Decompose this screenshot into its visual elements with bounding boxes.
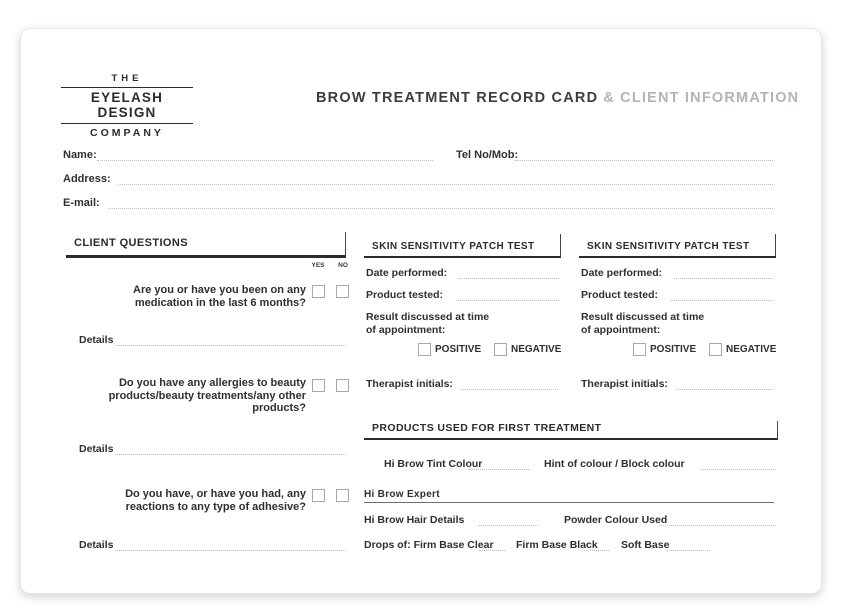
name-input-line[interactable] — [97, 143, 433, 161]
patch-a-result-label — [366, 311, 489, 337]
q1-no-checkbox[interactable] — [336, 285, 349, 298]
client-questions-header: CLIENT QUESTIONS — [66, 232, 346, 258]
details-2-label: Details — [79, 443, 114, 455]
hair-details-line[interactable] — [479, 508, 538, 526]
q3-no-checkbox[interactable] — [336, 489, 349, 502]
patch-a-therapist-line[interactable] — [461, 372, 558, 390]
patch-b-result-label — [581, 311, 704, 337]
patch-a-date-line[interactable] — [459, 261, 559, 279]
products-header: PRODUCTS USED FOR FIRST TREATMENT — [364, 421, 778, 440]
firm-base-black-line[interactable] — [584, 533, 609, 551]
title-subtitle: & CLIENT INFORMATION — [603, 90, 800, 106]
question-2-text: Do you have any allergies to beauty products/beauty treatments/any other products? — [108, 377, 306, 414]
tel-label: Tel No/Mob: — [456, 149, 519, 161]
tel-input-line[interactable] — [515, 143, 773, 161]
logo-line-the: THE — [61, 73, 193, 88]
name-label: Name: — [63, 149, 97, 161]
question-1-text: Are you or have you been on any medication in the last 6 months? — [133, 284, 306, 309]
hint-colour-line[interactable] — [701, 452, 776, 470]
logo-line-company: COMPANY — [90, 127, 164, 139]
details-1-label: Details — [79, 334, 114, 346]
hint-colour-label: Hint of colour / Block colour — [544, 458, 685, 470]
patch-a-positive-checkbox[interactable] — [418, 343, 431, 356]
patch-a-negative-checkbox[interactable] — [494, 343, 507, 356]
patch-b-product-label: Product tested: — [581, 289, 659, 301]
question-3-text: Do you have, or have you had, any reactions to any type of adhesive? — [125, 488, 306, 513]
patch-b-positive-checkbox[interactable] — [633, 343, 646, 356]
drops-firm-base-clear-line[interactable] — [479, 533, 505, 551]
patch-a-product-label: Product tested: — [366, 289, 444, 301]
patch-b-result-line1: Result discussed at time — [581, 311, 705, 323]
patch-a-result-line1: Result discussed at time — [366, 311, 490, 323]
q2-no-checkbox[interactable] — [336, 379, 349, 392]
patch-a-negative-label: NEGATIVE — [511, 344, 562, 355]
patch-b-product-line[interactable] — [671, 283, 773, 301]
details-2-input-line[interactable] — [115, 437, 346, 455]
patch-b-date-label: Date performed: — [581, 267, 663, 279]
patch-b-negative-label: NEGATIVE — [726, 344, 777, 355]
email-input-line[interactable] — [108, 191, 773, 209]
powder-colour-label: Powder Colour Used — [564, 514, 668, 526]
soft-base-label: Soft Base — [621, 539, 670, 551]
patch-b-negative-checkbox[interactable] — [709, 343, 722, 356]
patch-b-date-line[interactable] — [674, 261, 773, 279]
patch-a-positive-label: POSITIVE — [435, 344, 482, 355]
details-1-input-line[interactable] — [115, 328, 346, 346]
hair-details-label: Hi Brow Hair Details — [364, 514, 465, 526]
title-main: BROW TREATMENT RECORD CARD — [316, 90, 599, 106]
patch-a-date-label: Date performed: — [366, 267, 448, 279]
patch-a-result-line2: of appointment: — [366, 324, 446, 336]
patch-a-therapist-label: Therapist initials: — [366, 378, 453, 390]
company-logo — [61, 73, 193, 139]
patch-a-product-line[interactable] — [456, 283, 559, 301]
address-label: Address: — [63, 173, 111, 185]
q3-yes-checkbox[interactable] — [312, 489, 325, 502]
tint-colour-line[interactable] — [469, 452, 529, 470]
drops-firm-base-clear-label: Drops of: Firm Base Clear — [364, 539, 494, 551]
patch-test-a-header: SKIN SENSITIVITY PATCH TEST — [364, 234, 561, 258]
soft-base-line[interactable] — [665, 533, 710, 551]
patch-b-therapist-line[interactable] — [676, 372, 773, 390]
details-3-input-line[interactable] — [115, 533, 346, 551]
firm-base-black-label: Firm Base Black — [516, 539, 598, 551]
expert-divider — [364, 502, 774, 503]
patch-b-result-line2: of appointment: — [581, 324, 661, 336]
q1-yes-checkbox[interactable] — [312, 285, 325, 298]
yes-column-label: YES — [311, 262, 325, 269]
email-label: E-mail: — [63, 197, 100, 209]
q2-yes-checkbox[interactable] — [312, 379, 325, 392]
page-title — [316, 90, 800, 106]
no-column-label: NO — [338, 262, 348, 269]
patch-test-b-header: SKIN SENSITIVITY PATCH TEST — [579, 234, 776, 258]
details-3-label: Details — [79, 539, 114, 551]
record-card — [20, 28, 822, 594]
patch-b-positive-label: POSITIVE — [650, 344, 697, 355]
tint-colour-label: Hi Brow Tint Colour — [384, 458, 483, 470]
logo-line-eyelash-design: EYELASH DESIGN — [61, 88, 193, 124]
powder-colour-line[interactable] — [659, 508, 776, 526]
address-input-line[interactable] — [118, 167, 773, 185]
hi-brow-expert-label: Hi Brow Expert — [364, 489, 440, 500]
patch-b-therapist-label: Therapist initials: — [581, 378, 668, 390]
